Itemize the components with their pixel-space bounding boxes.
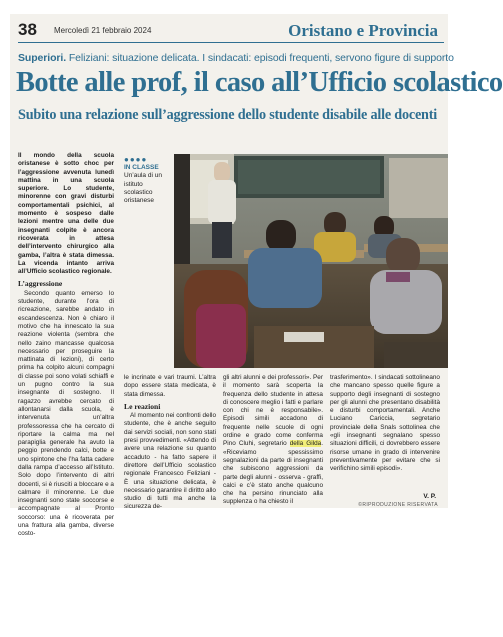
highlighted-text: della Gilda: [289, 440, 322, 448]
subheading-aggressione: L’aggressione: [18, 279, 63, 289]
article-subheadline: Subito una relazione sull’aggressione dello studente disabile alle docenti: [18, 107, 438, 123]
caption-title: IN CLASSE: [124, 164, 159, 172]
article-paragraph: trasferimento». I sindacati sottolineano che mancano spesso quelle figure a supporto degli insegnanti di sostegno per gli alunni che presentano disabilità e disturbi comportamentali. Anche Luciano Cariccia, segretario provinciale della Snals sottolinea che «gli insegnanti segnalano spesso situazioni difficili, ci dovrebbero essere risorse umane in grado di intervenire preventivamente per evitare che si verifichino simili episodi».: [330, 374, 440, 473]
article-kicker: [18, 52, 454, 64]
article-lead: Il mondo della scuola oristanese è sotto choc per l’aggressione avvenuta lunedì mattina in una scuola superiore. Lo studente, minorenne con gravi disturbi comportamentali psichici, al momento è sospeso dalle lezioni mentre una delle due insegnanti colpite è ancora ricoverata in attesa dell’intervento chirurgico alla gamba, l’altra è stata dimessa. La vicenda intanto arriva all’Ufficio scolastico regionale.: [18, 152, 114, 276]
section-title: Oristano e Provincia: [288, 21, 438, 40]
kicker-label: Superiori.: [18, 52, 67, 64]
article-paragraph: Al momento nei confronti dello studente, che è anche seguito dai servizi sociali, non sono stati presi provvedimenti. «Attendo di avere una relazione su quanto accaduto - ha fatto sapere il direttore dell’Ufficio scolastico regionale Francesco Feliziani - È una situazione delicata, è necessario garantire il diritto allo studio di tutti ma anche la sicurezza de-: [124, 412, 216, 511]
caption-text: Un’aula di un istituto scolastico oristanese: [124, 172, 162, 205]
article-paragraph: le incrinate e vari traumi. L’altra dopo essere stata medicata, è stata dimessa.: [124, 374, 216, 398]
article-column-2: [124, 374, 216, 511]
classroom-photo: [174, 154, 448, 368]
kicker-text: Feliziani: situazione delicata. I sindacati: episodi frequenti, servono figure di supporto: [66, 52, 454, 64]
page-number: 38: [18, 20, 37, 39]
article-column-1: [18, 152, 114, 538]
article-paragraph: [223, 374, 323, 507]
newspaper-clipping: [10, 14, 503, 538]
photo-caption: [124, 156, 170, 205]
author-signature: V. P.: [423, 493, 436, 500]
page-header: [18, 20, 444, 43]
four-dots-bullet-icon: ●●●●: [124, 155, 148, 164]
article-text: gli altri alunni e dei professori». Per il momento sarà scoperta la frequenza dello studente in attesa di conoscere meglio i fatti e parlare con chi ne è responsabile». Episodi simili accadono di frequente nelle scuole di ogni ordine e grado come conferma Pino Cluhi, segretario: [223, 374, 323, 448]
copyright-notice: ©RIPRODUZIONE RISERVATA: [358, 502, 438, 508]
article-text: . «Riceviamo spessissimo segnalazioni da parte di insegnanti che subiscono aggressioni da parte degli alunni - osserva - graffi, calci e c’è stato anche qualcuno che ha persino rinunciato alla supplenza o ha chiesto il: [223, 440, 323, 506]
article-column-4: [330, 374, 440, 502]
page-date: Mercoledì 21 febbraio 2024: [54, 26, 152, 35]
article-headline: Botte alle prof, il caso all’Ufficio scolastico: [16, 67, 503, 98]
subheading-reazioni: Le reazioni: [124, 401, 161, 411]
article-paragraph: Secondo quanto emerso lo studente, durante l’ora di ricreazione, sarebbe andato in escandescenza. Non è chiaro il motivo che ha innescato la sua reazione violenta (sembra che nello zaino mancasse qualcosa necessario per proseguire la mattinata di lezioni), di certo prima ha colpito alcuni compagni di classe poi sono volati schiaffi e un pugno contro la sua insegnante di sostegno. Il ragazzo avrebbe cercato di allontanarsi dalla scuola, è intervenuta un’altra professoressa che ha cercato di riportare la calma ma nel parapiglia generale ha avuto la peggio prendendo calci, botte e uno spintone che l’ha fatta cadere dalla rampa d’accesso all’Istituto. Solo dopo l’intervento di altri docenti, si è riusciti a bloccare e a calmare il minorenne. Le due insegnanti sono state soccorse e accompagnate al Pronto soccorso: una è ricoverata per una frattura alla gamba, diverse costo-: [18, 289, 114, 538]
article-column-3: [223, 374, 323, 506]
